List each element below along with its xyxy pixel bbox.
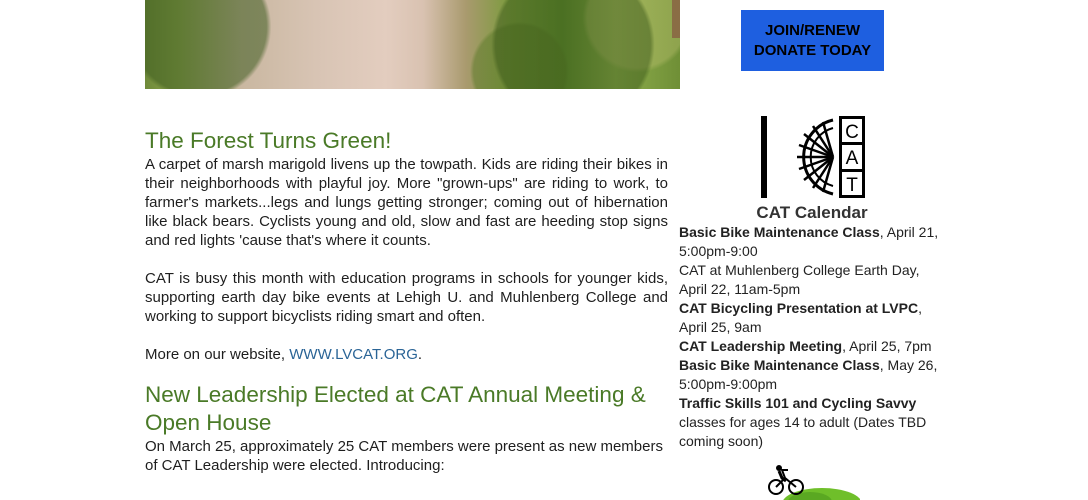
event-details: , April 25, 7pm xyxy=(842,338,932,354)
main-article xyxy=(145,127,668,475)
website-suffix: . xyxy=(417,346,423,363)
calendar-event xyxy=(679,223,947,261)
join-donate-button[interactable] xyxy=(741,10,884,71)
cat-logo xyxy=(761,116,865,198)
logo-letter-t: T xyxy=(846,175,858,196)
event-name: Basic Bike Maintenance Class xyxy=(679,224,880,240)
website-prefix: More on our website, xyxy=(145,346,290,363)
calendar-event xyxy=(679,299,947,337)
website-link[interactable]: WWW.LVCAT.ORG xyxy=(289,346,418,363)
event-details: , April 21, 5:00pm-9:00 xyxy=(679,224,939,259)
event-details: classes for ages 14 to adult (Dates TBD coming soon) xyxy=(679,414,927,449)
calendar-title: CAT Calendar xyxy=(756,203,868,222)
calendar-list xyxy=(679,223,947,451)
paragraph-forest: A carpet of marsh marigold livens up the towpath. Kids are riding their bikes in their neighborhoods with playful joy. More "grown-ups" are riding to work, to farmer's markets...legs and lungs getting stronger; coming out of hibernation like black bears. Cyclists young and old, slow and fast are heeding stop signs and red lights 'cause that's where it counts. xyxy=(145,156,668,249)
calendar-event xyxy=(679,261,947,299)
event-name: Traffic Skills 101 and Cycling Savvy xyxy=(679,395,917,411)
donate-label: DONATE TODAY xyxy=(753,41,872,59)
logo-letter-a: A xyxy=(845,148,859,169)
towpath-photo xyxy=(145,0,680,89)
event-name: CAT Leadership Meeting xyxy=(679,338,843,354)
join-label: JOIN/RENEW xyxy=(764,21,860,39)
cyclist-illustration xyxy=(760,464,860,500)
event-details: , May 26, 5:00pm-9:00pm xyxy=(679,357,938,392)
paragraph-busy: CAT is busy this month with education programs in schools for younger kids, supporting earth day bike events at Lehigh U. and Muhlenberg College and working to support bicyclists riding smart and often. xyxy=(145,270,668,325)
event-name: CAT Bicycling Presentation at LVPC xyxy=(679,300,919,316)
paragraph-website xyxy=(145,345,668,364)
event-details: , April 25, 9am xyxy=(679,300,922,335)
logo-letter-c: C xyxy=(845,122,859,143)
calendar-event xyxy=(679,337,947,356)
calendar-event xyxy=(679,394,947,451)
trail-post xyxy=(672,0,680,38)
paragraph-leadership: On March 25, approximately 25 CAT members were present as new members of CAT Leadership were elected. Introducing: xyxy=(145,438,663,474)
heading-leadership: New Leadership Elected at CAT Annual Meeting & Open House xyxy=(145,382,646,435)
heading-forest: The Forest Turns Green! xyxy=(145,128,392,153)
calendar-panel xyxy=(679,202,947,451)
event-name: Basic Bike Maintenance Class xyxy=(679,357,880,373)
event-details: CAT at Muhlenberg College Earth Day, April 22, 11am-5pm xyxy=(679,262,920,297)
calendar-event xyxy=(679,356,947,394)
